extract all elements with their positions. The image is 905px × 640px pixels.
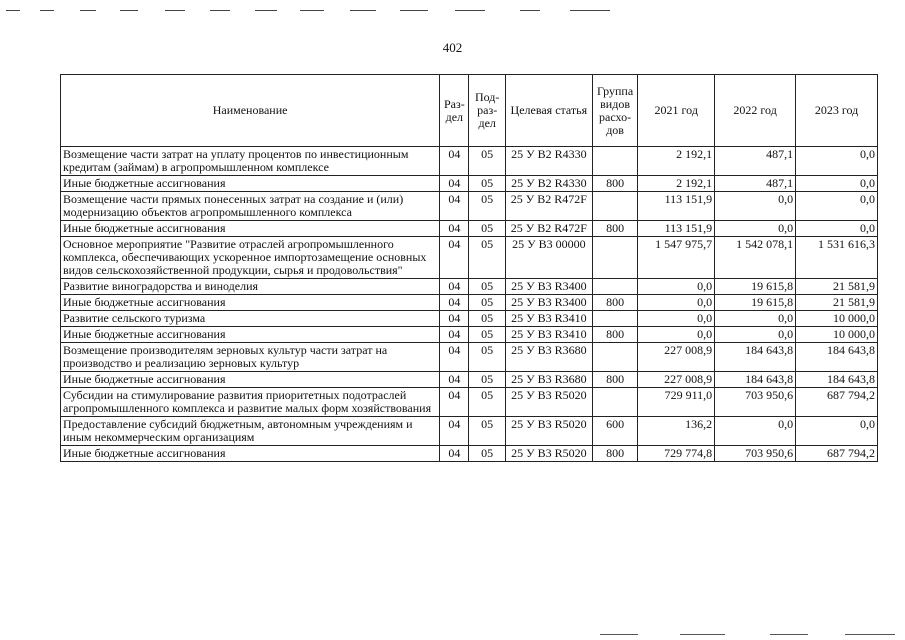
row-name: Развитие сельского туризма bbox=[61, 311, 440, 327]
row-value-2023: 0,0 bbox=[796, 221, 878, 237]
row-name: Субсидии на стимулирование развития приоритетных подотраслей агропромышленного комплекса и развитие малых форм хозяйствования bbox=[61, 388, 440, 417]
row-target-article: 25 У В2 R4330 bbox=[505, 176, 592, 192]
row-value-2023: 184 643,8 bbox=[796, 343, 878, 372]
row-value-2021: 227 008,9 bbox=[638, 343, 715, 372]
row-value-2023: 0,0 bbox=[796, 176, 878, 192]
row-target-article: 25 У В3 R3400 bbox=[505, 295, 592, 311]
row-section: 04 bbox=[440, 311, 469, 327]
table-row bbox=[61, 176, 878, 192]
row-expense-group: 800 bbox=[592, 446, 638, 462]
table-row bbox=[61, 372, 878, 388]
row-section: 04 bbox=[440, 417, 469, 446]
row-expense-group bbox=[592, 388, 638, 417]
row-value-2022: 0,0 bbox=[715, 192, 796, 221]
row-value-2023: 184 643,8 bbox=[796, 372, 878, 388]
row-expense-group: 800 bbox=[592, 372, 638, 388]
top-dash-line bbox=[0, 10, 905, 16]
row-value-2022: 184 643,8 bbox=[715, 343, 796, 372]
row-section: 04 bbox=[440, 388, 469, 417]
row-target-article: 25 У В3 R3410 bbox=[505, 311, 592, 327]
row-section: 04 bbox=[440, 176, 469, 192]
row-target-article: 25 У В3 R5020 bbox=[505, 417, 592, 446]
table-row bbox=[61, 388, 878, 417]
row-expense-group bbox=[592, 237, 638, 279]
row-section: 04 bbox=[440, 372, 469, 388]
row-expense-group: 800 bbox=[592, 327, 638, 343]
row-section: 04 bbox=[440, 237, 469, 279]
row-subsection: 05 bbox=[469, 311, 505, 327]
row-value-2021: 113 151,9 bbox=[638, 192, 715, 221]
page-number: 402 bbox=[442, 40, 463, 55]
row-value-2021: 227 008,9 bbox=[638, 372, 715, 388]
row-expense-group bbox=[592, 192, 638, 221]
budget-table bbox=[60, 74, 878, 462]
row-name: Иные бюджетные ассигнования bbox=[61, 295, 440, 311]
row-value-2022: 19 615,8 bbox=[715, 295, 796, 311]
header-section: Раз- дел bbox=[440, 75, 469, 147]
row-target-article: 25 У В3 R3400 bbox=[505, 279, 592, 295]
row-section: 04 bbox=[440, 147, 469, 176]
row-value-2023: 0,0 bbox=[796, 417, 878, 446]
row-value-2022: 19 615,8 bbox=[715, 279, 796, 295]
row-value-2023: 687 794,2 bbox=[796, 388, 878, 417]
row-subsection: 05 bbox=[469, 417, 505, 446]
row-section: 04 bbox=[440, 279, 469, 295]
row-value-2021: 729 774,8 bbox=[638, 446, 715, 462]
row-value-2022: 703 950,6 bbox=[715, 446, 796, 462]
row-subsection: 05 bbox=[469, 343, 505, 372]
row-value-2021: 2 192,1 bbox=[638, 147, 715, 176]
row-section: 04 bbox=[440, 327, 469, 343]
row-subsection: 05 bbox=[469, 388, 505, 417]
row-value-2023: 10 000,0 bbox=[796, 311, 878, 327]
row-name: Иные бюджетные ассигнования bbox=[61, 221, 440, 237]
table-row bbox=[61, 446, 878, 462]
row-target-article: 25 У В3 R3410 bbox=[505, 327, 592, 343]
row-expense-group bbox=[592, 343, 638, 372]
row-subsection: 05 bbox=[469, 237, 505, 279]
bottom-scan-lines bbox=[590, 634, 900, 636]
table-row bbox=[61, 295, 878, 311]
row-expense-group: 600 bbox=[592, 417, 638, 446]
row-name: Возмещение части прямых понесенных затрат на создание и (или) модернизацию объектов агропромышленного комплекса bbox=[61, 192, 440, 221]
header-2023: 2023 год bbox=[796, 75, 878, 147]
row-name: Предоставление субсидий бюджетным, автономным учреждениям и иным некоммерческим организациям bbox=[61, 417, 440, 446]
row-subsection: 05 bbox=[469, 221, 505, 237]
row-target-article: 25 У В3 R3680 bbox=[505, 372, 592, 388]
row-value-2023: 21 581,9 bbox=[796, 279, 878, 295]
table-row bbox=[61, 327, 878, 343]
row-value-2021: 1 547 975,7 bbox=[638, 237, 715, 279]
table-row bbox=[61, 343, 878, 372]
row-value-2023: 0,0 bbox=[796, 192, 878, 221]
header-expense-group: Группа видов расхо- дов bbox=[592, 75, 638, 147]
table-row bbox=[61, 279, 878, 295]
row-value-2021: 0,0 bbox=[638, 311, 715, 327]
row-expense-group bbox=[592, 279, 638, 295]
header-2021: 2021 год bbox=[638, 75, 715, 147]
row-subsection: 05 bbox=[469, 295, 505, 311]
table-header-row bbox=[61, 75, 878, 147]
row-name: Основное мероприятие "Развитие отраслей агропромышленного комплекса, обеспечивающих ускоренное импортозамещение основных видов сельскохозяйственной продукции, сырья и продовольствия" bbox=[61, 237, 440, 279]
row-value-2022: 487,1 bbox=[715, 176, 796, 192]
row-target-article: 25 У В2 R472F bbox=[505, 192, 592, 221]
row-value-2023: 1 531 616,3 bbox=[796, 237, 878, 279]
row-name: Иные бюджетные ассигнования bbox=[61, 327, 440, 343]
row-value-2021: 2 192,1 bbox=[638, 176, 715, 192]
row-value-2021: 0,0 bbox=[638, 279, 715, 295]
row-value-2022: 0,0 bbox=[715, 311, 796, 327]
header-name: Наименование bbox=[61, 75, 440, 147]
row-subsection: 05 bbox=[469, 279, 505, 295]
header-target-article: Целевая статья bbox=[505, 75, 592, 147]
table-row bbox=[61, 221, 878, 237]
row-value-2022: 0,0 bbox=[715, 327, 796, 343]
row-section: 04 bbox=[440, 192, 469, 221]
row-name: Возмещение производителям зерновых культур части затрат на производство и реализацию зерновых культур bbox=[61, 343, 440, 372]
row-value-2022: 1 542 078,1 bbox=[715, 237, 796, 279]
row-expense-group: 800 bbox=[592, 295, 638, 311]
row-value-2021: 113 151,9 bbox=[638, 221, 715, 237]
row-value-2022: 0,0 bbox=[715, 221, 796, 237]
table-row bbox=[61, 417, 878, 446]
row-value-2022: 0,0 bbox=[715, 417, 796, 446]
row-section: 04 bbox=[440, 343, 469, 372]
row-value-2021: 729 911,0 bbox=[638, 388, 715, 417]
row-name: Иные бюджетные ассигнования bbox=[61, 372, 440, 388]
row-subsection: 05 bbox=[469, 147, 505, 176]
row-section: 04 bbox=[440, 446, 469, 462]
row-target-article: 25 У В3 R5020 bbox=[505, 388, 592, 417]
row-section: 04 bbox=[440, 295, 469, 311]
row-subsection: 05 bbox=[469, 176, 505, 192]
row-target-article: 25 У В2 R4330 bbox=[505, 147, 592, 176]
row-subsection: 05 bbox=[469, 192, 505, 221]
row-subsection: 05 bbox=[469, 327, 505, 343]
row-value-2023: 21 581,9 bbox=[796, 295, 878, 311]
row-expense-group: 800 bbox=[592, 221, 638, 237]
row-name: Иные бюджетные ассигнования bbox=[61, 176, 440, 192]
header-2022: 2022 год bbox=[715, 75, 796, 147]
row-expense-group: 800 bbox=[592, 176, 638, 192]
row-section: 04 bbox=[440, 221, 469, 237]
row-value-2023: 10 000,0 bbox=[796, 327, 878, 343]
row-subsection: 05 bbox=[469, 372, 505, 388]
row-value-2023: 687 794,2 bbox=[796, 446, 878, 462]
row-subsection: 05 bbox=[469, 446, 505, 462]
row-target-article: 25 У В3 R3680 bbox=[505, 343, 592, 372]
row-value-2021: 0,0 bbox=[638, 295, 715, 311]
row-value-2021: 0,0 bbox=[638, 327, 715, 343]
row-expense-group bbox=[592, 147, 638, 176]
table-row bbox=[61, 311, 878, 327]
row-value-2021: 136,2 bbox=[638, 417, 715, 446]
row-name: Иные бюджетные ассигнования bbox=[61, 446, 440, 462]
row-target-article: 25 У В3 R5020 bbox=[505, 446, 592, 462]
row-value-2022: 184 643,8 bbox=[715, 372, 796, 388]
row-target-article: 25 У В2 R472F bbox=[505, 221, 592, 237]
row-value-2022: 703 950,6 bbox=[715, 388, 796, 417]
row-name: Возмещение части затрат на уплату процентов по инвестиционным кредитам (займам) в агропромышленном комплексе bbox=[61, 147, 440, 176]
row-value-2023: 0,0 bbox=[796, 147, 878, 176]
table-body bbox=[61, 147, 878, 462]
table-row bbox=[61, 192, 878, 221]
row-value-2022: 487,1 bbox=[715, 147, 796, 176]
header-subsection: Под- раз- дел bbox=[469, 75, 505, 147]
table-row bbox=[61, 237, 878, 279]
row-target-article: 25 У В3 00000 bbox=[505, 237, 592, 279]
table-row bbox=[61, 147, 878, 176]
row-name: Развитие виноградорства и виноделия bbox=[61, 279, 440, 295]
row-expense-group bbox=[592, 311, 638, 327]
